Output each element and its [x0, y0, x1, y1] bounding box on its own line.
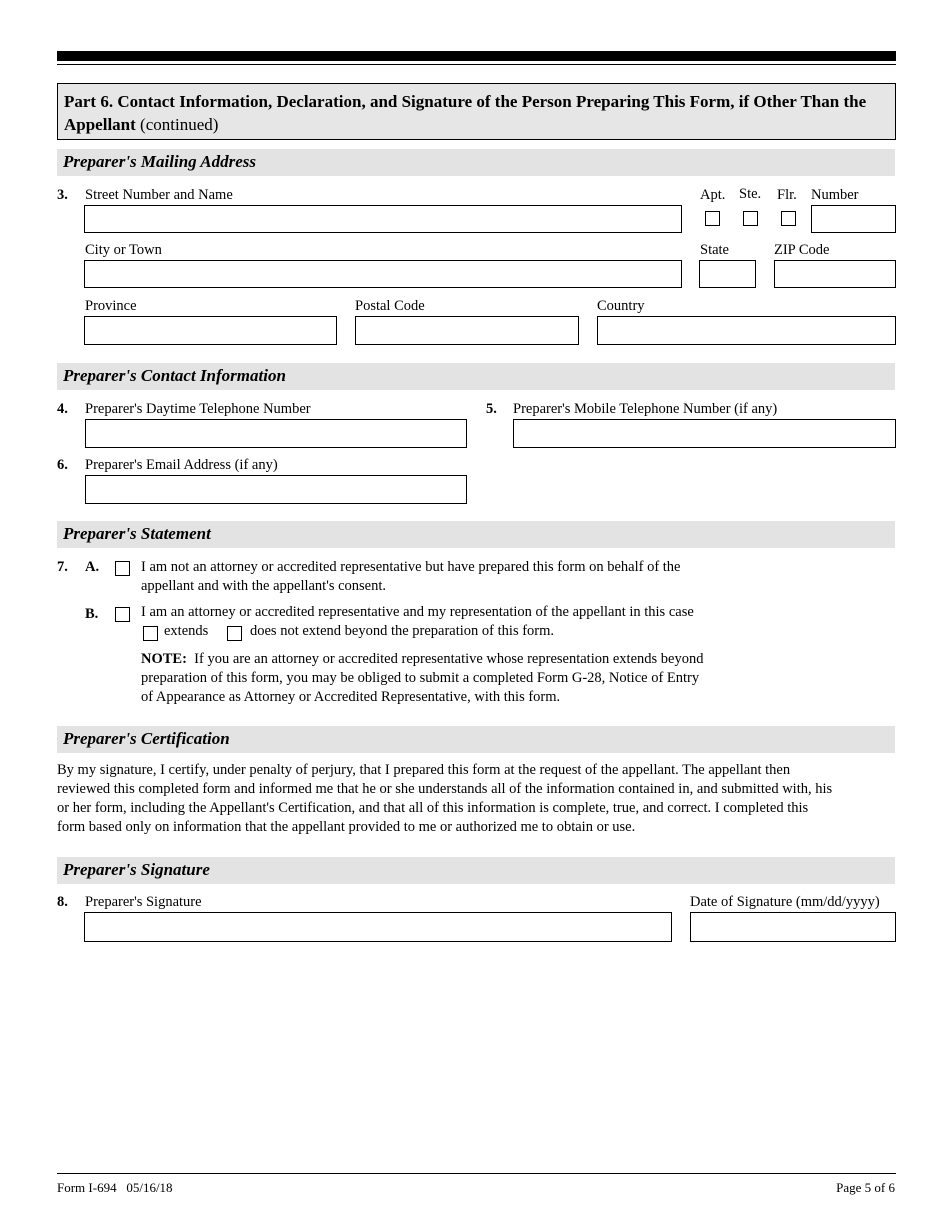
does-not-extend-checkbox[interactable] — [227, 626, 242, 641]
country-label: Country — [597, 298, 645, 314]
option-b-checkbox[interactable] — [115, 607, 130, 622]
street-label: Street Number and Name — [85, 187, 233, 203]
apt-label: Apt. — [700, 187, 726, 203]
item-number-3: 3. — [57, 187, 68, 203]
footer-page-number: Page 5 of 6 — [836, 1180, 895, 1195]
extends-checkbox[interactable] — [143, 626, 158, 641]
note-line2: preparation of this form, you may be obliged to submit a completed Form G-28, Notice of Entry — [141, 670, 700, 686]
section-header-mailing-address — [57, 149, 895, 176]
signature-label: Preparer's Signature — [85, 894, 202, 910]
zip-input[interactable] — [774, 260, 896, 288]
state-label: State — [700, 242, 729, 258]
daytime-phone-label: Preparer's Daytime Telephone Number — [85, 401, 311, 417]
certification-line4: form based only on information that the appellant provided to me or authorized me to obtain or use. — [57, 819, 636, 835]
email-input[interactable] — [85, 475, 467, 504]
option-b-line1: I am an attorney or accredited representative and my representation of the appellant in this case — [141, 604, 694, 620]
email-label: Preparer's Email Address (if any) — [85, 457, 278, 473]
item-number-7: 7. — [57, 559, 68, 575]
certification-line3: or her form, including the Appellant's Certification, and that all of this information is complete, true, and correct. I completed this — [57, 800, 809, 816]
country-input[interactable] — [597, 316, 896, 345]
does-not-extend-label: does not extend beyond the preparation of this form. — [250, 623, 555, 639]
postal-code-label: Postal Code — [355, 298, 425, 314]
certification-line1: By my signature, I certify, under penalty of perjury, that I prepared this form at the request of the appellant. The appellant then — [57, 762, 791, 778]
item-number-8: 8. — [57, 894, 68, 910]
postal-code-input[interactable] — [355, 316, 579, 345]
date-of-signature-label: Date of Signature (mm/dd/yyyy) — [690, 894, 880, 910]
flr-checkbox[interactable] — [781, 211, 796, 226]
item-number-4: 4. — [57, 401, 68, 417]
certification-line2: reviewed this completed form and informed me that he or she understands all of the information contained in, and submitted with, his — [57, 781, 833, 797]
zip-label: ZIP Code — [774, 242, 830, 258]
daytime-phone-input[interactable] — [85, 419, 467, 448]
unit-number-input[interactable] — [811, 205, 896, 233]
section-title: Preparer's Contact Information — [63, 366, 286, 385]
street-input[interactable] — [84, 205, 682, 233]
apt-checkbox[interactable] — [705, 211, 720, 226]
part-title-bold: Part 6. Contact Information, Declaration, and Signature of the Person Preparing This Form, if Other Than the Appellant — [64, 92, 867, 134]
note-label: NOTE: — [141, 651, 187, 667]
section-title: Preparer's Mailing Address — [63, 152, 257, 171]
city-input[interactable] — [84, 260, 682, 288]
option-a-letter: A. — [85, 559, 100, 575]
section-title: Preparer's Certification — [63, 729, 230, 748]
top-rule-thin — [57, 64, 896, 65]
certification-paragraph — [57, 761, 896, 837]
part-title-suffix: (continued) — [135, 115, 219, 134]
section-header-signature — [57, 857, 895, 884]
option-a-checkbox[interactable] — [115, 561, 130, 576]
note-line3: of Appearance as Attorney or Accredited Representative, with this form. — [141, 689, 561, 705]
number-label: Number — [811, 187, 859, 203]
extends-label: extends — [164, 623, 209, 639]
part-title — [64, 90, 889, 136]
section-header-certification — [57, 726, 895, 753]
section-title: Preparer's Signature — [63, 860, 210, 879]
ste-checkbox[interactable] — [743, 211, 758, 226]
footer-form-id: Form I-694 05/16/18 — [57, 1180, 173, 1195]
city-label: City or Town — [85, 242, 162, 258]
province-input[interactable] — [84, 316, 337, 345]
part-header — [57, 83, 896, 140]
mobile-phone-input[interactable] — [513, 419, 896, 448]
item-number-5: 5. — [486, 401, 497, 417]
signature-field[interactable] — [84, 912, 672, 942]
section-title: Preparer's Statement — [63, 524, 211, 543]
section-header-statement — [57, 521, 895, 548]
top-rule-thick — [57, 51, 896, 61]
note-paragraph — [141, 650, 761, 707]
note-line1: If you are an attorney or accredited representative whose representation extends beyond — [194, 651, 704, 667]
section-header-contact-information — [57, 363, 895, 390]
option-b-letter: B. — [85, 606, 99, 622]
province-label: Province — [85, 298, 137, 314]
item-number-6: 6. — [57, 457, 68, 473]
date-of-signature-input[interactable] — [690, 912, 896, 942]
option-a-line2: appellant and with the appellant's consent. — [141, 578, 387, 594]
flr-label: Flr. — [777, 187, 797, 203]
footer-rule — [57, 1173, 896, 1174]
ste-label: Ste. — [739, 186, 762, 202]
mobile-phone-label: Preparer's Mobile Telephone Number (if any) — [513, 401, 778, 417]
state-select[interactable] — [699, 260, 756, 288]
option-a-line1: I am not an attorney or accredited representative but have prepared this form on behalf of the — [141, 559, 681, 575]
